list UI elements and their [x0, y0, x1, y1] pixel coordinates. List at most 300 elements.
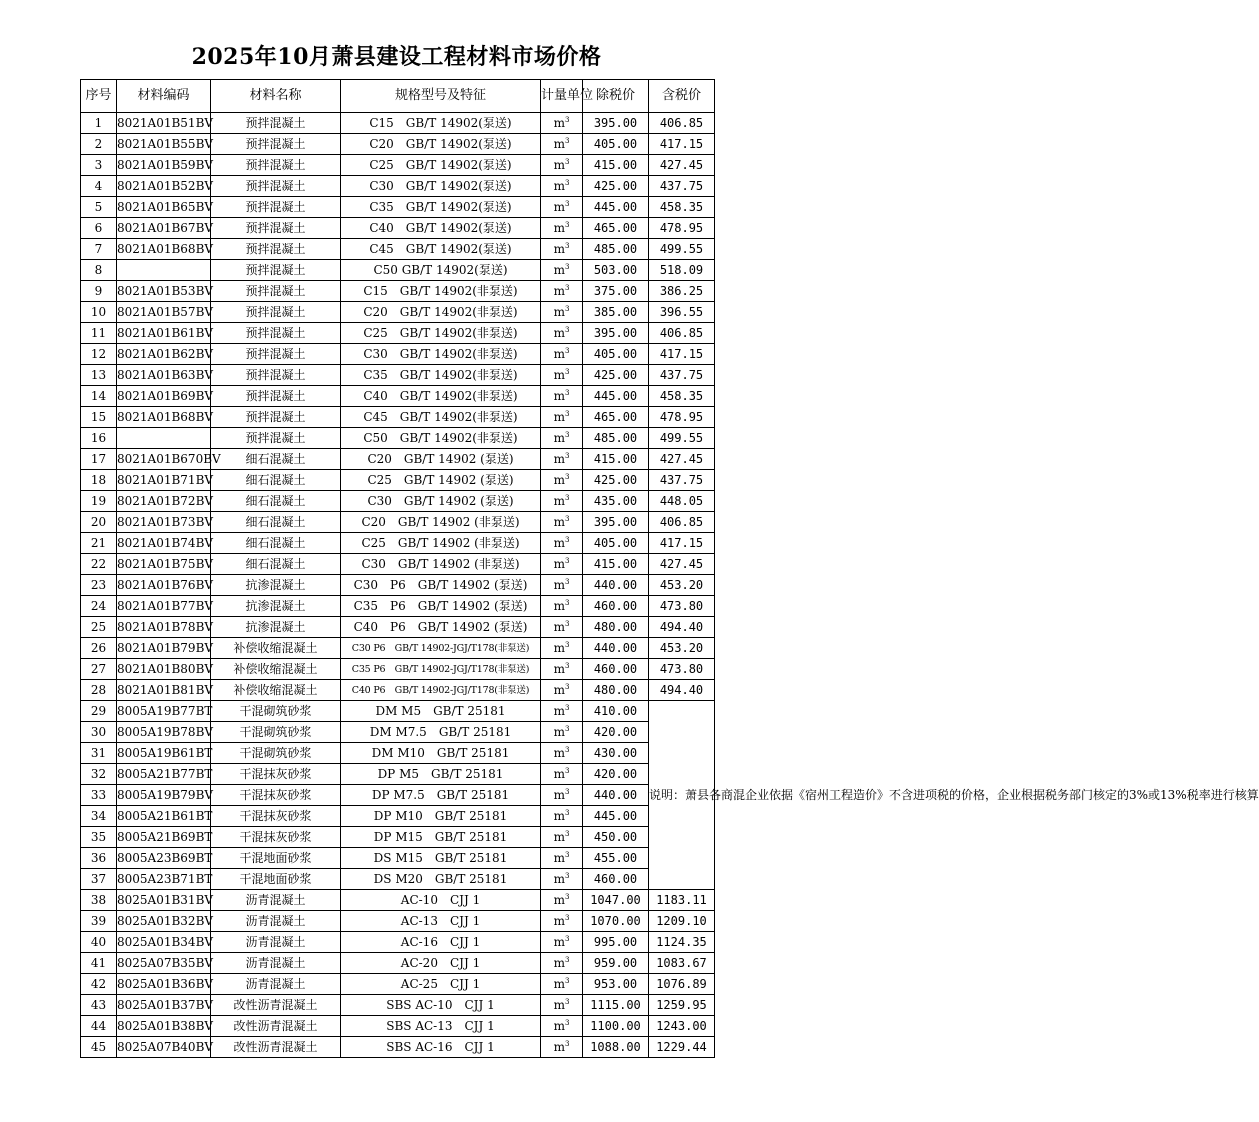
- cell-code: 8021A01B79BV: [117, 638, 211, 659]
- cell-price-ex-tax: 503.00: [583, 260, 649, 281]
- cell-index: 20: [81, 512, 117, 533]
- note-cell: 说明：萧县各商混企业依据《宿州工程造价》不含进项税的价格，企业根据税务部门核定的3%或13%税率进行核算: [649, 701, 715, 890]
- cell-code: 8021A01B68BV: [117, 407, 211, 428]
- cell-spec: SBS AC-13 CJJ 1: [341, 1016, 541, 1037]
- cell-price-inc-tax: 406.85: [649, 512, 715, 533]
- cell-name: 改性沥青混凝土: [211, 995, 341, 1016]
- unit-base: m: [553, 430, 565, 445]
- cell-spec: C50 GB/T 14902(泵送): [341, 260, 541, 281]
- cell-name: 细石混凝土: [211, 491, 341, 512]
- cell-price-ex-tax: 1070.00: [583, 911, 649, 932]
- cell-code: 8005A21B69BT: [117, 827, 211, 848]
- unit-base: m: [553, 493, 565, 508]
- unit-base: m: [553, 577, 565, 592]
- cell-code: 8005A19B61BT: [117, 743, 211, 764]
- cell-price-ex-tax: 959.00: [583, 953, 649, 974]
- unit-base: m: [553, 241, 565, 256]
- cell-name: 细石混凝土: [211, 470, 341, 491]
- cell-index: 28: [81, 680, 117, 701]
- unit-exponent: 3: [564, 745, 570, 754]
- unit-exponent: 3: [564, 346, 570, 355]
- cell-index: 6: [81, 218, 117, 239]
- unit-exponent: 3: [564, 199, 570, 208]
- unit-exponent: 3: [564, 136, 570, 145]
- cell-spec: C40 GB/T 14902(非泵送): [341, 386, 541, 407]
- cell-spec: DP M5 GB/T 25181: [341, 764, 541, 785]
- cell-unit: [541, 722, 583, 743]
- cell-spec: C20 GB/T 14902(泵送): [341, 134, 541, 155]
- cell-index: 37: [81, 869, 117, 890]
- cell-code: 8021A01B80BV: [117, 659, 211, 680]
- cell-unit: [541, 176, 583, 197]
- cell-unit: [541, 701, 583, 722]
- unit-base: m: [553, 997, 565, 1012]
- table-row: [81, 302, 715, 323]
- cell-price-inc-tax: 478.95: [649, 407, 715, 428]
- cell-price-inc-tax: 406.85: [649, 323, 715, 344]
- cell-name: 干混抹灰砂浆: [211, 785, 341, 806]
- cell-unit: [541, 785, 583, 806]
- table-row: [81, 1037, 715, 1058]
- table-row: [81, 974, 715, 995]
- table-body: [81, 113, 1259, 1058]
- cell-spec: C40 P6 GB/T 14902-JGJ/T178(非泵送): [341, 680, 541, 701]
- unit-base: m: [553, 787, 565, 802]
- cell-name: 干混抹灰砂浆: [211, 806, 341, 827]
- cell-price-ex-tax: 1047.00: [583, 890, 649, 911]
- unit-base: m: [553, 934, 565, 949]
- cell-price-ex-tax: 405.00: [583, 344, 649, 365]
- cell-name: 干混砌筑砂浆: [211, 743, 341, 764]
- cell-name: 预拌混凝土: [211, 323, 341, 344]
- cell-price-inc-tax: 427.45: [649, 554, 715, 575]
- cell-unit: [541, 617, 583, 638]
- cell-index: 3: [81, 155, 117, 176]
- cell-spec: SBS AC-16 CJJ 1: [341, 1037, 541, 1058]
- table-row: [81, 701, 715, 722]
- cell-price-inc-tax: 1209.10: [649, 911, 715, 932]
- cell-unit: [541, 953, 583, 974]
- cell-unit: [541, 344, 583, 365]
- header-price-inc-tax: 含税价: [649, 80, 715, 113]
- cell-spec: C40 GB/T 14902(泵送): [341, 218, 541, 239]
- cell-price-inc-tax: 453.20: [649, 638, 715, 659]
- table-row: [81, 743, 715, 764]
- unit-base: m: [553, 745, 565, 760]
- cell-unit: [541, 491, 583, 512]
- cell-index: 34: [81, 806, 117, 827]
- cell-unit: [541, 806, 583, 827]
- cell-index: 25: [81, 617, 117, 638]
- unit-exponent: 3: [564, 1039, 570, 1048]
- unit-exponent: 3: [564, 934, 570, 943]
- cell-code: 8021A01B67BV: [117, 218, 211, 239]
- cell-spec: C30 P6 GB/T 14902 (泵送): [341, 575, 541, 596]
- cell-spec: AC-20 CJJ 1: [341, 953, 541, 974]
- table-row: [81, 134, 715, 155]
- cell-price-ex-tax: 465.00: [583, 407, 649, 428]
- cell-spec: DM M7.5 GB/T 25181: [341, 722, 541, 743]
- cell-index: 15: [81, 407, 117, 428]
- unit-base: m: [553, 199, 565, 214]
- cell-index: 4: [81, 176, 117, 197]
- cell-unit: [541, 113, 583, 134]
- table-row: [81, 512, 715, 533]
- cell-price-ex-tax: 450.00: [583, 827, 649, 848]
- page-title: 2025年10月萧县建设工程材料市场价格: [191, 44, 602, 70]
- cell-unit: [541, 260, 583, 281]
- cell-code: 8005A23B71BT: [117, 869, 211, 890]
- cell-price-ex-tax: 995.00: [583, 932, 649, 953]
- cell-spec: AC-10 CJJ 1: [341, 890, 541, 911]
- table-row: [81, 470, 715, 491]
- cell-spec: C30 P6 GB/T 14902-JGJ/T178(非泵送): [341, 638, 541, 659]
- cell-unit: [541, 386, 583, 407]
- table-row: [81, 953, 715, 974]
- cell-index: 8: [81, 260, 117, 281]
- unit-exponent: 3: [564, 241, 570, 250]
- cell-unit: [541, 890, 583, 911]
- cell-unit: [541, 638, 583, 659]
- cell-code: 8021A01B72BV: [117, 491, 211, 512]
- cell-spec: DM M5 GB/T 25181: [341, 701, 541, 722]
- header-code: 材料编码: [117, 80, 211, 113]
- unit-base: m: [553, 766, 565, 781]
- cell-name: 预拌混凝土: [211, 134, 341, 155]
- cell-price-ex-tax: 435.00: [583, 491, 649, 512]
- unit-exponent: 3: [564, 892, 570, 901]
- cell-price-ex-tax: 440.00: [583, 785, 649, 806]
- table-row: [81, 911, 715, 932]
- cell-index: 45: [81, 1037, 117, 1058]
- cell-unit: [541, 869, 583, 890]
- cell-unit: [541, 512, 583, 533]
- table-row: [81, 260, 715, 281]
- table-row: [81, 176, 715, 197]
- cell-price-ex-tax: 425.00: [583, 365, 649, 386]
- cell-unit: [541, 197, 583, 218]
- cell-price-ex-tax: 480.00: [583, 680, 649, 701]
- table-row: [81, 827, 715, 848]
- cell-name: 预拌混凝土: [211, 155, 341, 176]
- cell-price-inc-tax: 1259.95: [649, 995, 715, 1016]
- cell-unit: [541, 323, 583, 344]
- cell-price-inc-tax: 1183.11: [649, 890, 715, 911]
- table-row: [81, 764, 715, 785]
- unit-exponent: 3: [564, 556, 570, 565]
- cell-unit: [541, 848, 583, 869]
- cell-code: 8021A01B76BV: [117, 575, 211, 596]
- unit-base: m: [553, 535, 565, 550]
- cell-unit: [541, 911, 583, 932]
- cell-index: 38: [81, 890, 117, 911]
- unit-base: m: [553, 661, 565, 676]
- unit-base: m: [553, 682, 565, 697]
- cell-index: 42: [81, 974, 117, 995]
- cell-spec: C20 GB/T 14902(非泵送): [341, 302, 541, 323]
- cell-index: 24: [81, 596, 117, 617]
- cell-unit: [541, 470, 583, 491]
- unit-exponent: 3: [564, 661, 570, 670]
- cell-index: 13: [81, 365, 117, 386]
- cell-code: [117, 260, 211, 281]
- cell-price-ex-tax: 460.00: [583, 596, 649, 617]
- cell-index: 19: [81, 491, 117, 512]
- header-spec: 规格型号及特征: [341, 80, 541, 113]
- unit-exponent: 3: [564, 787, 570, 796]
- cell-name: 干混抹灰砂浆: [211, 764, 341, 785]
- cell-spec: C30 GB/T 14902 (非泵送): [341, 554, 541, 575]
- table-row: [81, 386, 715, 407]
- cell-code: 8025A01B38BV: [117, 1016, 211, 1037]
- cell-price-ex-tax: 445.00: [583, 386, 649, 407]
- cell-price-inc-tax: 1243.00: [649, 1016, 715, 1037]
- cell-code: 8021A01B81BV: [117, 680, 211, 701]
- unit-exponent: 3: [564, 619, 570, 628]
- cell-spec: DP M10 GB/T 25181: [341, 806, 541, 827]
- unit-base: m: [553, 283, 565, 298]
- cell-index: 29: [81, 701, 117, 722]
- cell-code: 8025A07B40BV: [117, 1037, 211, 1058]
- cell-price-ex-tax: 445.00: [583, 197, 649, 218]
- cell-price-ex-tax: 1115.00: [583, 995, 649, 1016]
- cell-spec: DS M20 GB/T 25181: [341, 869, 541, 890]
- cell-price-ex-tax: 395.00: [583, 512, 649, 533]
- cell-name: 预拌混凝土: [211, 386, 341, 407]
- cell-price-inc-tax: 427.45: [649, 155, 715, 176]
- unit-exponent: 3: [564, 115, 570, 124]
- unit-exponent: 3: [564, 598, 570, 607]
- cell-name: 抗渗混凝土: [211, 575, 341, 596]
- cell-name: 预拌混凝土: [211, 281, 341, 302]
- unit-base: m: [553, 325, 565, 340]
- unit-exponent: 3: [564, 850, 570, 859]
- cell-code: 8021A01B62BV: [117, 344, 211, 365]
- cell-code: 8021A01B68BV: [117, 239, 211, 260]
- cell-price-inc-tax: 1229.44: [649, 1037, 715, 1058]
- cell-index: 7: [81, 239, 117, 260]
- unit-base: m: [553, 829, 565, 844]
- cell-index: 1: [81, 113, 117, 134]
- unit-exponent: 3: [564, 262, 570, 271]
- unit-base: m: [553, 346, 565, 361]
- cell-code: 8021A01B52BV: [117, 176, 211, 197]
- unit-exponent: 3: [564, 409, 570, 418]
- unit-exponent: 3: [564, 1018, 570, 1027]
- cell-spec: C20 GB/T 14902 (非泵送): [341, 512, 541, 533]
- cell-index: 18: [81, 470, 117, 491]
- unit-exponent: 3: [564, 640, 570, 649]
- cell-price-inc-tax: 437.75: [649, 176, 715, 197]
- unit-exponent: 3: [564, 367, 570, 376]
- cell-unit: [541, 1037, 583, 1058]
- table-row: [81, 113, 715, 134]
- cell-unit: [541, 575, 583, 596]
- cell-price-ex-tax: 375.00: [583, 281, 649, 302]
- cell-unit: [541, 281, 583, 302]
- cell-spec: C25 GB/T 14902 (泵送): [341, 470, 541, 491]
- unit-base: m: [553, 556, 565, 571]
- cell-price-inc-tax: 1124.35: [649, 932, 715, 953]
- cell-index: 43: [81, 995, 117, 1016]
- cell-price-ex-tax: 440.00: [583, 638, 649, 659]
- table-row: [81, 932, 715, 953]
- table-row: [81, 155, 715, 176]
- cell-index: 36: [81, 848, 117, 869]
- table-row: [81, 428, 715, 449]
- table-row: [81, 869, 715, 890]
- unit-base: m: [553, 619, 565, 634]
- cell-code: 8025A01B37BV: [117, 995, 211, 1016]
- cell-name: 抗渗混凝土: [211, 617, 341, 638]
- cell-index: 31: [81, 743, 117, 764]
- table-row: [81, 554, 715, 575]
- table-row: [81, 323, 715, 344]
- cell-spec: C30 GB/T 14902(泵送): [341, 176, 541, 197]
- unit-base: m: [553, 136, 565, 151]
- cell-price-ex-tax: 430.00: [583, 743, 649, 764]
- cell-code: 8025A01B36BV: [117, 974, 211, 995]
- table-row: [81, 638, 715, 659]
- unit-exponent: 3: [564, 871, 570, 880]
- cell-price-inc-tax: 458.35: [649, 386, 715, 407]
- table-row: [81, 491, 715, 512]
- cell-index: 33: [81, 785, 117, 806]
- cell-price-ex-tax: 465.00: [583, 218, 649, 239]
- cell-name: 细石混凝土: [211, 512, 341, 533]
- cell-index: 32: [81, 764, 117, 785]
- cell-price-ex-tax: 480.00: [583, 617, 649, 638]
- cell-price-inc-tax: 458.35: [649, 197, 715, 218]
- cell-price-ex-tax: 420.00: [583, 764, 649, 785]
- unit-base: m: [553, 892, 565, 907]
- cell-unit: [541, 596, 583, 617]
- unit-exponent: 3: [564, 283, 570, 292]
- cell-price-inc-tax: 518.09: [649, 260, 715, 281]
- cell-name: 干混砌筑砂浆: [211, 722, 341, 743]
- cell-name: 补偿收缩混凝土: [211, 659, 341, 680]
- cell-price-inc-tax: 417.15: [649, 344, 715, 365]
- cell-price-inc-tax: 1076.89: [649, 974, 715, 995]
- unit-base: m: [553, 178, 565, 193]
- cell-code: 8021A01B77BV: [117, 596, 211, 617]
- cell-name: 预拌混凝土: [211, 344, 341, 365]
- cell-code: 8025A01B32BV: [117, 911, 211, 932]
- cell-code: 8021A01B57BV: [117, 302, 211, 323]
- cell-name: 沥青混凝土: [211, 911, 341, 932]
- header-name: 材料名称: [211, 80, 341, 113]
- cell-name: 预拌混凝土: [211, 260, 341, 281]
- cell-code: 8005A21B61BT: [117, 806, 211, 827]
- unit-exponent: 3: [564, 955, 570, 964]
- unit-base: m: [553, 850, 565, 865]
- cell-spec: C15 GB/T 14902(泵送): [341, 113, 541, 134]
- unit-base: m: [553, 367, 565, 382]
- cell-code: 8021A01B51BV: [117, 113, 211, 134]
- unit-base: m: [553, 472, 565, 487]
- unit-exponent: 3: [564, 451, 570, 460]
- cell-name: 细石混凝土: [211, 533, 341, 554]
- unit-exponent: 3: [564, 472, 570, 481]
- cell-spec: C25 GB/T 14902(泵送): [341, 155, 541, 176]
- unit-exponent: 3: [564, 976, 570, 985]
- unit-base: m: [553, 976, 565, 991]
- cell-code: 8005A19B78BV: [117, 722, 211, 743]
- cell-price-inc-tax: 406.85: [649, 113, 715, 134]
- cell-price-ex-tax: 395.00: [583, 323, 649, 344]
- unit-exponent: 3: [564, 178, 570, 187]
- cell-name: 沥青混凝土: [211, 974, 341, 995]
- cell-index: 11: [81, 323, 117, 344]
- unit-exponent: 3: [564, 304, 570, 313]
- cell-name: 预拌混凝土: [211, 113, 341, 134]
- header-row: [81, 80, 715, 113]
- cell-name: 干混抹灰砂浆: [211, 827, 341, 848]
- unit-exponent: 3: [564, 493, 570, 502]
- cell-index: 2: [81, 134, 117, 155]
- unit-exponent: 3: [564, 325, 570, 334]
- cell-code: 8021A01B53BV: [117, 281, 211, 302]
- cell-price-ex-tax: 425.00: [583, 176, 649, 197]
- cell-price-ex-tax: 415.00: [583, 449, 649, 470]
- cell-unit: [541, 134, 583, 155]
- cell-index: 30: [81, 722, 117, 743]
- cell-price-inc-tax: 386.25: [649, 281, 715, 302]
- unit-exponent: 3: [564, 913, 570, 922]
- cell-unit: [541, 680, 583, 701]
- cell-name: 预拌混凝土: [211, 428, 341, 449]
- unit-base: m: [553, 220, 565, 235]
- cell-index: 27: [81, 659, 117, 680]
- cell-name: 干混地面砂浆: [211, 869, 341, 890]
- cell-price-inc-tax: 473.80: [649, 596, 715, 617]
- table-row: [81, 890, 715, 911]
- cell-unit: [541, 932, 583, 953]
- cell-index: 35: [81, 827, 117, 848]
- table-row: [81, 449, 715, 470]
- cell-name: 沥青混凝土: [211, 953, 341, 974]
- unit-base: m: [553, 598, 565, 613]
- cell-price-inc-tax: 417.15: [649, 533, 715, 554]
- cell-spec: AC-16 CJJ 1: [341, 932, 541, 953]
- cell-index: 16: [81, 428, 117, 449]
- cell-spec: C35 P6 GB/T 14902 (泵送): [341, 596, 541, 617]
- cell-price-ex-tax: 1100.00: [583, 1016, 649, 1037]
- table-row: [81, 659, 715, 680]
- cell-unit: [541, 533, 583, 554]
- cell-unit: [541, 995, 583, 1016]
- cell-price-ex-tax: 420.00: [583, 722, 649, 743]
- cell-name: 预拌混凝土: [211, 197, 341, 218]
- unit-exponent: 3: [564, 220, 570, 229]
- cell-index: 22: [81, 554, 117, 575]
- cell-price-inc-tax: 453.20: [649, 575, 715, 596]
- unit-exponent: 3: [564, 682, 570, 691]
- cell-unit: [541, 407, 583, 428]
- cell-index: 39: [81, 911, 117, 932]
- cell-spec: C20 GB/T 14902 (泵送): [341, 449, 541, 470]
- cell-name: 补偿收缩混凝土: [211, 638, 341, 659]
- cell-name: 预拌混凝土: [211, 365, 341, 386]
- cell-unit: [541, 743, 583, 764]
- cell-spec: C35 P6 GB/T 14902-JGJ/T178(非泵送): [341, 659, 541, 680]
- cell-name: 沥青混凝土: [211, 890, 341, 911]
- cell-price-ex-tax: 455.00: [583, 848, 649, 869]
- cell-price-inc-tax: 448.05: [649, 491, 715, 512]
- cell-index: 23: [81, 575, 117, 596]
- cell-spec: AC-13 CJJ 1: [341, 911, 541, 932]
- table-row: [81, 344, 715, 365]
